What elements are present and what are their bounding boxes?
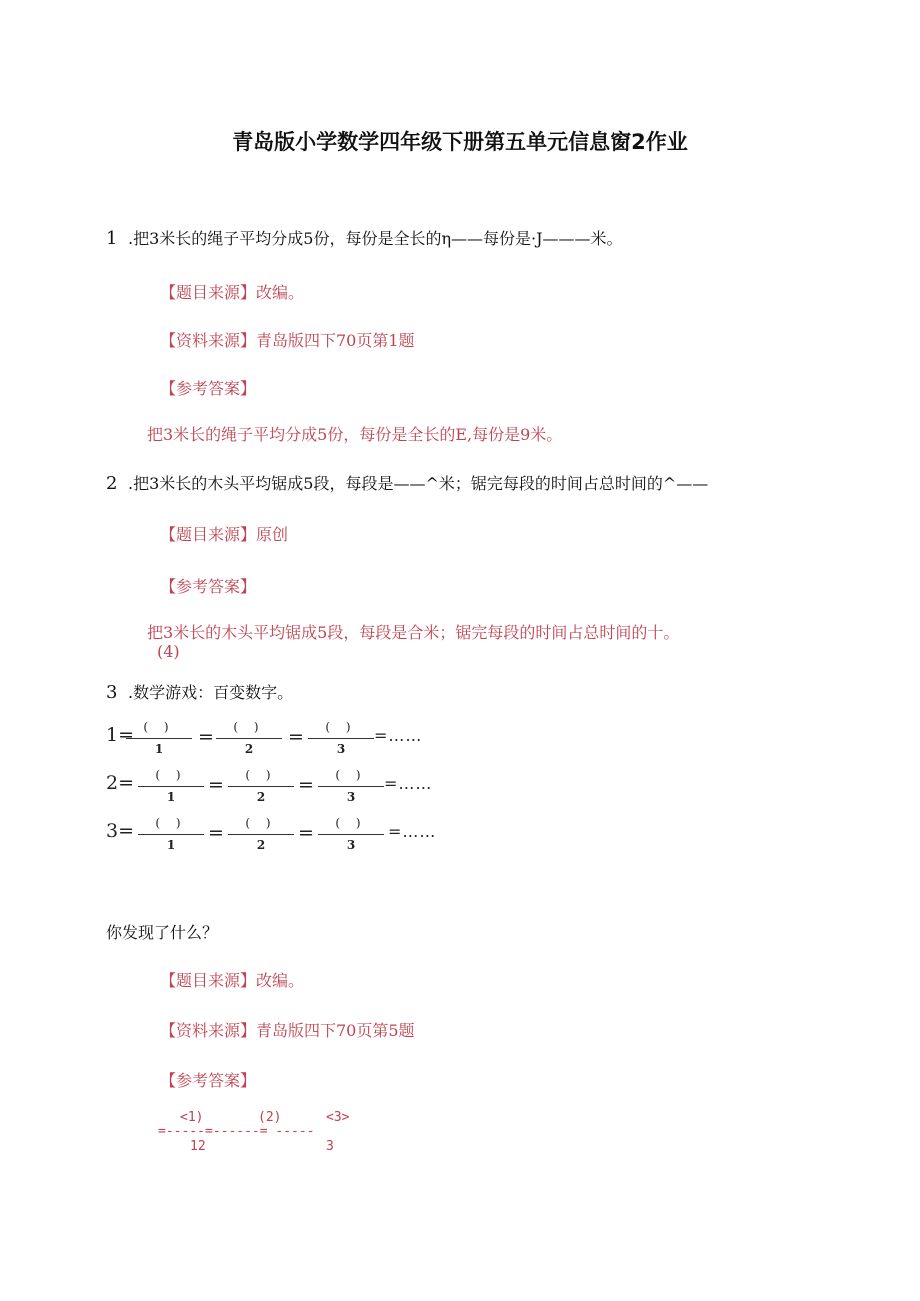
formula-denominator-2: 3 — [326, 1139, 334, 1154]
fraction-bar — [228, 786, 294, 787]
question-3 — [106, 680, 293, 703]
fraction — [138, 768, 204, 808]
equals-sign: = — [198, 726, 214, 748]
fraction — [228, 768, 294, 808]
fraction-blank: ( ) — [245, 816, 277, 830]
q2-answer-line1: 把3米长的木头平均锯成5段，每段是合米；锯完每段的时间占总时间的十。 — [147, 623, 680, 642]
q1-source-tag: 【题目来源】改编。 — [160, 283, 305, 302]
fraction-blank: ( ) — [155, 768, 187, 782]
fraction — [308, 720, 374, 760]
formula-numerator-2: (2) — [258, 1110, 282, 1125]
ellipsis: =…… — [384, 774, 433, 793]
equals-sign: = — [298, 774, 314, 796]
fraction-blank: ( ) — [335, 768, 367, 782]
fraction-denominator: 2 — [244, 742, 254, 756]
fraction-denominator: 2 — [256, 838, 266, 852]
q2-answer-line2: (4) — [157, 642, 180, 661]
fraction-bar — [138, 834, 204, 835]
fraction-bar — [216, 738, 282, 739]
fraction-denominator: 2 — [256, 790, 266, 804]
q3-answer-tag: 【参考答案】 — [160, 1071, 257, 1090]
formula-bar-line: =-----=------= ----- — [158, 1124, 315, 1139]
row-lhs: 1= — [106, 724, 135, 746]
question-2 — [106, 471, 708, 494]
fraction-bar — [138, 786, 204, 787]
q1-answer: 把3米长的绳子平均分成5份，每份是全长的E,每份是9米。 — [147, 425, 563, 444]
q1-answer-tag: 【参考答案】 — [160, 379, 257, 398]
fraction-denominator: 3 — [336, 742, 346, 756]
ellipsis: =…… — [388, 822, 437, 841]
equals-sign: = — [298, 822, 314, 844]
equals-sign: = — [288, 726, 304, 748]
fraction-blank: ( ) — [245, 768, 277, 782]
fraction-denominator: 1 — [154, 742, 164, 756]
fraction — [138, 816, 204, 856]
fraction-blank: ( ) — [325, 720, 357, 734]
question-2-number: 2 — [106, 473, 118, 494]
fraction — [318, 816, 384, 856]
fraction-blank: ( ) — [155, 816, 187, 830]
fraction-bar — [228, 834, 294, 835]
row-lhs: 3= — [106, 820, 135, 842]
equals-sign: = — [208, 822, 224, 844]
formula-denominator-1: 12 — [190, 1139, 206, 1154]
fraction-blank: ( ) — [335, 816, 367, 830]
question-3-number: 3 — [106, 682, 118, 703]
q3-source-tag: 【题目来源】改编。 — [160, 971, 305, 990]
formula-numerator-3: <3> — [326, 1110, 350, 1125]
question-3-text: .数学游戏：百变数字。 — [128, 683, 294, 702]
question-1 — [106, 226, 623, 249]
question-1-text: .把3米长的绳子平均分成5份，每份是全长的η——每份是·J———米。 — [128, 229, 623, 248]
question-2-text: .把3米长的木头平均锯成5段，每段是——^米；锯完每段的时间占总时间的^—— — [128, 474, 709, 493]
q3-prompt: 你发现了什么？ — [106, 923, 219, 942]
fraction-blank: ( ) — [143, 720, 175, 734]
fraction — [318, 768, 384, 808]
q1-material-tag: 【资料来源】青岛版四下70页第1题 — [160, 331, 415, 350]
q2-source-tag: 【题目来源】原创 — [160, 525, 289, 544]
fraction-denominator: 1 — [166, 790, 176, 804]
fraction-denominator: 3 — [346, 838, 356, 852]
fraction-bar — [126, 738, 192, 739]
fraction-denominator: 1 — [166, 838, 176, 852]
fraction — [228, 816, 294, 856]
formula-numerator-1: <1) — [180, 1110, 204, 1125]
fraction — [216, 720, 282, 760]
page-title: 青岛版小学数学四年级下册第五单元信息窗2作业 — [232, 130, 688, 154]
fraction-denominator: 3 — [346, 790, 356, 804]
fraction-bar — [308, 738, 374, 739]
fraction-bar — [318, 786, 384, 787]
question-1-number: 1 — [106, 228, 118, 249]
ellipsis: =…… — [374, 726, 423, 745]
fraction-bar — [318, 834, 384, 835]
fraction-blank: ( ) — [233, 720, 265, 734]
q3-material-tag: 【资料来源】青岛版四下70页第5题 — [160, 1021, 415, 1040]
equals-sign: = — [208, 774, 224, 796]
q2-answer-tag: 【参考答案】 — [160, 577, 257, 596]
fraction — [126, 720, 192, 760]
row-lhs: 2= — [106, 772, 135, 794]
